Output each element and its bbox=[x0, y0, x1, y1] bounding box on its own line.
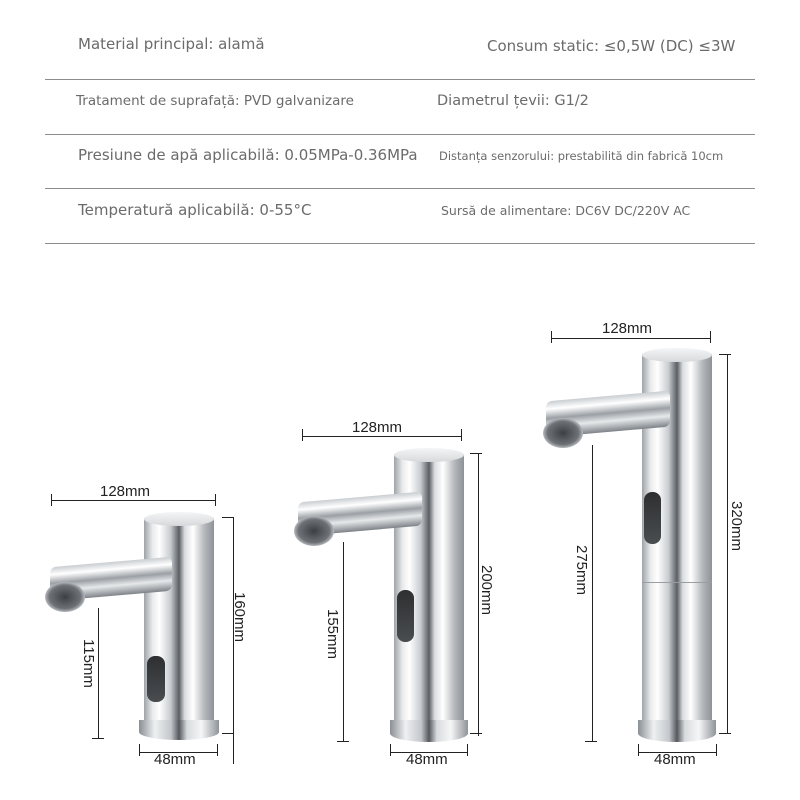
tick bbox=[222, 733, 234, 734]
divider bbox=[45, 134, 755, 135]
sensor-window bbox=[147, 656, 165, 702]
divider bbox=[45, 243, 755, 244]
width-label: 128mm bbox=[100, 483, 151, 500]
faucet-aerator bbox=[543, 418, 583, 448]
spec-pipe-diameter: Diametrul țevii: G1/2 bbox=[437, 93, 589, 109]
faucet-base bbox=[638, 720, 716, 742]
spec-water-pressure: Presiune de apă aplicabilă: 0.05MPa-0.36MPa bbox=[78, 146, 418, 164]
tick bbox=[551, 331, 552, 343]
spec-temperature: Temperatură aplicabilă: 0-55°C bbox=[78, 201, 312, 219]
spout-height-dimension-line bbox=[592, 445, 593, 741]
tick bbox=[302, 429, 303, 441]
tick bbox=[390, 744, 391, 756]
tick bbox=[139, 744, 140, 756]
height-label: 320mm bbox=[728, 501, 745, 552]
faucet-base bbox=[390, 720, 468, 742]
divider bbox=[45, 79, 755, 80]
height-label: 200mm bbox=[478, 565, 495, 616]
tick bbox=[585, 741, 597, 742]
tick bbox=[470, 453, 482, 454]
tick bbox=[467, 744, 468, 756]
tick bbox=[719, 354, 731, 355]
sensor-window bbox=[644, 492, 661, 544]
width-dimension-line bbox=[51, 500, 216, 501]
base-label: 48mm bbox=[654, 751, 696, 768]
tick bbox=[222, 517, 234, 518]
body-seam bbox=[642, 582, 712, 583]
faucet-base bbox=[139, 720, 219, 740]
width-label: 128mm bbox=[352, 419, 403, 436]
tick bbox=[92, 738, 104, 739]
spout-height-label: 115mm bbox=[80, 639, 97, 688]
tick bbox=[337, 741, 349, 742]
base-label: 48mm bbox=[154, 751, 196, 768]
tick bbox=[710, 331, 711, 343]
faucet-aerator bbox=[45, 582, 85, 612]
spec-power-supply: Sursă de alimentare: DC6V DC/220V AC bbox=[441, 203, 691, 218]
spec-material: Material principal: alamă bbox=[78, 35, 265, 53]
faucet-aerator bbox=[294, 516, 334, 546]
base-label: 48mm bbox=[406, 751, 448, 768]
tick bbox=[638, 744, 639, 756]
tick bbox=[215, 494, 216, 506]
width-label: 128mm bbox=[602, 320, 653, 337]
tick bbox=[716, 744, 717, 756]
tick bbox=[461, 429, 462, 441]
faucet-cap bbox=[394, 448, 464, 462]
spout-height-label: 275mm bbox=[573, 545, 590, 596]
tick bbox=[470, 733, 482, 734]
spec-surface-treatment: Tratament de suprafață: PVD galvanizare bbox=[76, 93, 354, 109]
width-dimension-line bbox=[302, 436, 462, 437]
tick bbox=[51, 494, 52, 506]
tick bbox=[719, 733, 731, 734]
width-dimension-line bbox=[551, 338, 711, 339]
faucet-cap bbox=[642, 348, 712, 362]
spec-static-consumption: Consum static: ≤0,5W (DC) ≤3W bbox=[487, 37, 736, 55]
spout-height-label: 155mm bbox=[324, 609, 341, 660]
spec-sensor-distance: Distanța senzorului: prestabilită din fabrică 10cm bbox=[439, 149, 724, 163]
sensor-window bbox=[397, 590, 414, 642]
height-label: 160mm bbox=[231, 592, 248, 643]
faucet-cap bbox=[144, 512, 214, 526]
tick bbox=[217, 744, 218, 756]
spout-height-dimension-line bbox=[98, 608, 99, 738]
spout-height-dimension-line bbox=[343, 542, 344, 741]
divider bbox=[45, 188, 755, 189]
